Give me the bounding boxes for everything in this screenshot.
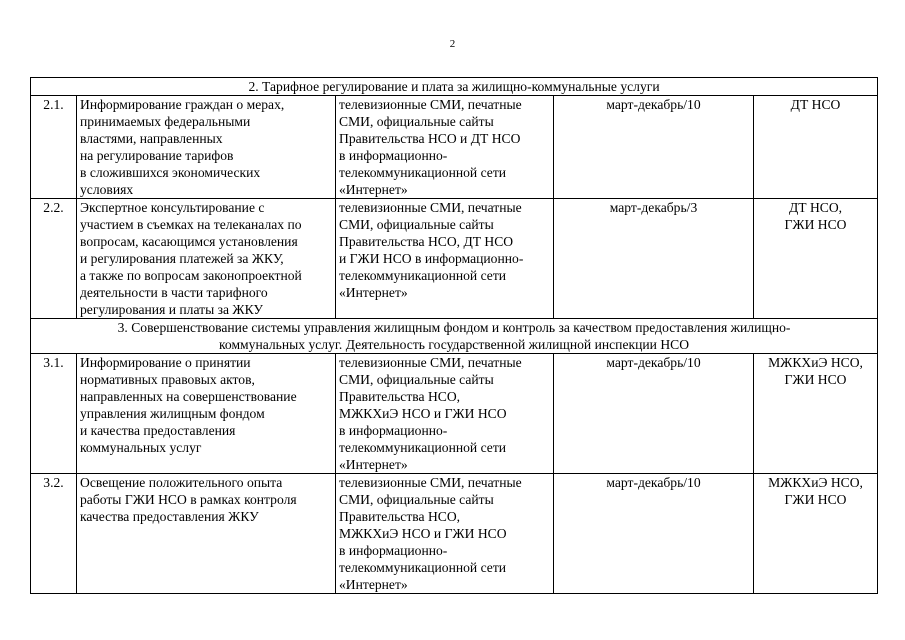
- event-description: [77, 96, 336, 199]
- media-channels: [336, 96, 554, 199]
- text-line: регулирования и платы за ЖКУ: [80, 302, 264, 317]
- period-frequency: [554, 474, 754, 594]
- event-description: [77, 474, 336, 594]
- text-line: условиях: [80, 182, 134, 197]
- text-line: ГЖИ НСО: [784, 492, 847, 507]
- text-line: и качества предоставления: [80, 423, 236, 438]
- text-line: 3. Совершенствование системы управления жилищным фондом и контроль за качеством предоставления жилищно-: [117, 320, 791, 335]
- text-line: Правительства НСО и ДТ НСО: [339, 131, 521, 146]
- period-frequency: [554, 96, 754, 199]
- text-line: «Интернет»: [339, 182, 408, 197]
- text-line: МЖКХиЭ НСО,: [768, 475, 863, 490]
- text-line: и регулирования платежей за ЖКУ,: [80, 251, 284, 266]
- media-plan-table: [30, 77, 878, 594]
- text-line: 2. Тарифное регулирование и плата за жилищно-коммунальные услуги: [248, 79, 660, 94]
- text-line: работы ГЖИ НСО в рамках контроля: [80, 492, 297, 507]
- text-line: телевизионные СМИ, печатные: [339, 475, 522, 490]
- text-line: направленных на совершенствование: [80, 389, 297, 404]
- text-line: нормативных правовых актов,: [80, 372, 255, 387]
- text-line: Информирование о принятии: [80, 355, 251, 370]
- text-line: в информационно-: [339, 543, 448, 558]
- period-frequency: [554, 199, 754, 319]
- event-description: [77, 354, 336, 474]
- text-line: Правительства НСО,: [339, 389, 461, 404]
- responsible: [754, 354, 878, 474]
- media-channels: [336, 354, 554, 474]
- responsible: [754, 199, 878, 319]
- text-line: вопросам, касающимся установления: [80, 234, 298, 249]
- media-channels: [336, 199, 554, 319]
- text-line: март-декабрь/3: [609, 200, 698, 215]
- event-description: [77, 199, 336, 319]
- text-line: ГЖИ НСО: [784, 372, 847, 387]
- text-line: на регулирование тарифов: [80, 148, 234, 163]
- text-line: властями, направленных: [80, 131, 223, 146]
- text-line: качества предоставления ЖКУ: [80, 509, 259, 524]
- text-line: «Интернет»: [339, 285, 408, 300]
- text-line: МЖКХиЭ НСО и ГЖИ НСО: [339, 526, 507, 541]
- text-line: МЖКХиЭ НСО,: [768, 355, 863, 370]
- table-row: [31, 96, 878, 199]
- responsible: [754, 96, 878, 199]
- text-line: март-декабрь/10: [606, 97, 701, 112]
- period-frequency: [554, 354, 754, 474]
- text-line: управления жилищным фондом: [80, 406, 265, 421]
- table-row: [31, 199, 878, 319]
- text-line: Экспертное консультирование с: [80, 200, 265, 215]
- text-line: телекоммуникационной сети: [339, 560, 507, 575]
- text-line: ДТ НСО: [790, 97, 841, 112]
- text-line: Информирование граждан о мерах,: [80, 97, 285, 112]
- page-number: 2: [449, 38, 456, 50]
- text-line: телекоммуникационной сети: [339, 268, 507, 283]
- text-line: телекоммуникационной сети: [339, 440, 507, 455]
- text-line: СМИ, официальные сайты: [339, 217, 494, 232]
- text-line: Правительства НСО, ДТ НСО: [339, 234, 514, 249]
- section-title: [31, 78, 878, 96]
- text-line: принимаемых федеральными: [80, 114, 251, 129]
- text-line: а также по вопросам законопроектной: [80, 268, 302, 283]
- text-line: участием в съемках на телеканалах по: [80, 217, 302, 232]
- text-line: и ГЖИ НСО в информационно-: [339, 251, 524, 266]
- text-line: СМИ, официальные сайты: [339, 492, 494, 507]
- text-line: СМИ, официальные сайты: [339, 372, 494, 387]
- text-line: СМИ, официальные сайты: [339, 114, 494, 129]
- text-line: телевизионные СМИ, печатные: [339, 97, 522, 112]
- section-header-row: [31, 319, 878, 354]
- text-line: телевизионные СМИ, печатные: [339, 200, 522, 215]
- item-number: 2.2.: [31, 199, 77, 319]
- table-body: [31, 78, 878, 594]
- text-line: МЖКХиЭ НСО и ГЖИ НСО: [339, 406, 507, 421]
- text-line: телекоммуникационной сети: [339, 165, 507, 180]
- text-line: коммунальных услуг: [80, 440, 202, 455]
- text-line: коммунальных услуг. Деятельность государственной жилищной инспекции НСО: [219, 337, 690, 352]
- text-line: телевизионные СМИ, печатные: [339, 355, 522, 370]
- text-line: ДТ НСО,: [788, 200, 843, 215]
- text-line: ГЖИ НСО: [784, 217, 847, 232]
- item-number: 2.1.: [31, 96, 77, 199]
- item-number: 3.2.: [31, 474, 77, 594]
- text-line: «Интернет»: [339, 457, 408, 472]
- section-title: [31, 319, 878, 354]
- table-row: [31, 354, 878, 474]
- text-line: в информационно-: [339, 423, 448, 438]
- table-row: [31, 474, 878, 594]
- text-line: Правительства НСО,: [339, 509, 461, 524]
- text-line: в информационно-: [339, 148, 448, 163]
- text-line: март-декабрь/10: [606, 355, 701, 370]
- section-header-row: [31, 78, 878, 96]
- text-line: Освещение положительного опыта: [80, 475, 283, 490]
- text-line: деятельности в части тарифного: [80, 285, 268, 300]
- item-number: 3.1.: [31, 354, 77, 474]
- responsible: [754, 474, 878, 594]
- media-channels: [336, 474, 554, 594]
- text-line: «Интернет»: [339, 577, 408, 592]
- text-line: в сложившихся экономических: [80, 165, 261, 180]
- text-line: март-декабрь/10: [606, 475, 701, 490]
